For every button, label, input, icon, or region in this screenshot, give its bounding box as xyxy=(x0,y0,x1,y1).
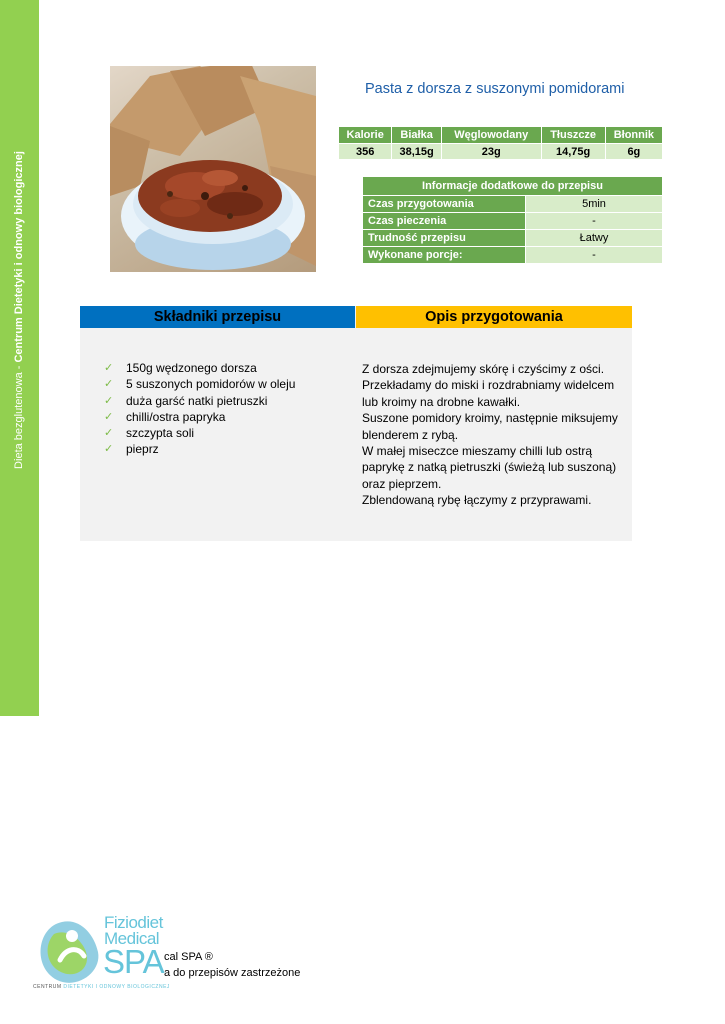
check-icon: ✓ xyxy=(104,443,114,456)
ingredient-text: 5 suszonych pomidorów w oleju xyxy=(126,377,296,392)
info-table xyxy=(362,176,663,264)
sidebar-text-bold: Centrum Dietetyki i odnowy biologicznej xyxy=(13,151,25,363)
logo-line2: Medical xyxy=(104,929,160,948)
recipe-title: Pasta z dorsza z suszonymi pomidorami xyxy=(365,81,625,97)
ingredient-text: 150g wędzonego dorsza xyxy=(126,361,257,375)
preparation-step: Z dorsza zdejmujemy skórę i czyścimy z ości. xyxy=(362,362,605,376)
list-item xyxy=(104,441,295,457)
check-icon: ✓ xyxy=(104,427,114,440)
nutrition-value-tluszcze: 14,75g xyxy=(541,144,605,160)
nutrition-header-bialka: Białka xyxy=(392,127,442,144)
preparation-step: W małej miseczce mieszamy chilli lub ostrą paprykę z natką pietruszki (świeżą lub suszoną) oraz pieprzem. xyxy=(362,444,617,491)
list-item xyxy=(104,425,295,441)
nutrition-header-blonnik: Błonnik xyxy=(605,127,662,144)
info-label: Trudność przepisu xyxy=(363,230,526,247)
ingredient-text: pieprz xyxy=(126,442,159,457)
ingredient-text: szczypta soli xyxy=(126,426,195,441)
nutrition-value-kalorie: 356 xyxy=(339,144,392,160)
info-value: Łatwy xyxy=(526,230,663,247)
ingredient-text: chilli/ostra papryka xyxy=(126,409,226,424)
list-item xyxy=(104,360,295,376)
info-label: Czas przygotowania xyxy=(363,196,526,213)
info-label: Czas pieczenia xyxy=(363,213,526,230)
footer-line1: cal SPA ® xyxy=(164,951,213,963)
preparation-step: Suszone pomidory kroimy, następnie miksujemy blenderem z rybą. xyxy=(362,411,618,442)
check-icon: ✓ xyxy=(104,394,114,407)
nutrition-value-weglowodany: 23g xyxy=(441,144,541,160)
nutrition-value-blonnik: 6g xyxy=(605,144,662,160)
preparation-steps xyxy=(362,361,627,509)
sidebar-text-normal: Dieta bezglutenowa - xyxy=(13,362,25,469)
check-icon: ✓ xyxy=(104,362,114,374)
footer-line2: a do przepisów zastrzeżone xyxy=(164,967,301,979)
info-row xyxy=(363,213,663,230)
recipe-photo xyxy=(110,66,316,272)
nutrition-value-bialka: 38,15g xyxy=(392,144,442,160)
ingredient-text: duża garść natki pietruszki xyxy=(126,393,268,408)
logo-subline-2: DIETETYKI xyxy=(63,984,94,990)
logo-spa: SPA xyxy=(103,943,164,980)
preparation-header: Opis przygotowania xyxy=(356,306,632,328)
check-icon: ✓ xyxy=(104,378,114,391)
logo-line1: Fiziodiet xyxy=(104,913,163,932)
list-item xyxy=(104,376,295,392)
logo-subline-3: I ODNOWY BIOLOGICZNEJ xyxy=(93,984,170,990)
list-item xyxy=(104,409,295,425)
nutrition-header-kalorie: Kalorie xyxy=(339,127,392,144)
nutrition-table xyxy=(338,126,663,160)
preparation-step: Zblendowaną rybę łączymy z przyprawami. xyxy=(362,493,592,508)
check-icon: ✓ xyxy=(104,410,114,423)
info-value: - xyxy=(526,247,663,264)
nutrition-header-row xyxy=(339,127,663,144)
nutrition-value-row xyxy=(339,144,663,160)
preparation-step: Przekładamy do miski i rozdrabniamy widelcem lub kroimy na drobne kawałki. xyxy=(362,378,615,409)
sidebar-caption xyxy=(13,151,25,469)
logo-subline xyxy=(33,984,170,990)
list-item xyxy=(104,393,295,409)
info-row xyxy=(363,247,663,264)
ingredients-list xyxy=(104,360,295,458)
info-value: - xyxy=(526,213,663,230)
info-label: Wykonane porcje: xyxy=(363,247,526,264)
ingredients-header: Składniki przepisu xyxy=(80,306,355,328)
nutrition-header-weglowodany: Węglowodany xyxy=(441,127,541,144)
nutrition-header-tluszcze: Tłuszcze xyxy=(541,127,605,144)
info-header: Informacje dodatkowe do przepisu xyxy=(363,177,663,196)
info-row xyxy=(363,230,663,247)
info-value: 5min xyxy=(526,196,663,213)
info-row xyxy=(363,196,663,213)
logo-subline-1: CENTRUM xyxy=(33,984,64,990)
